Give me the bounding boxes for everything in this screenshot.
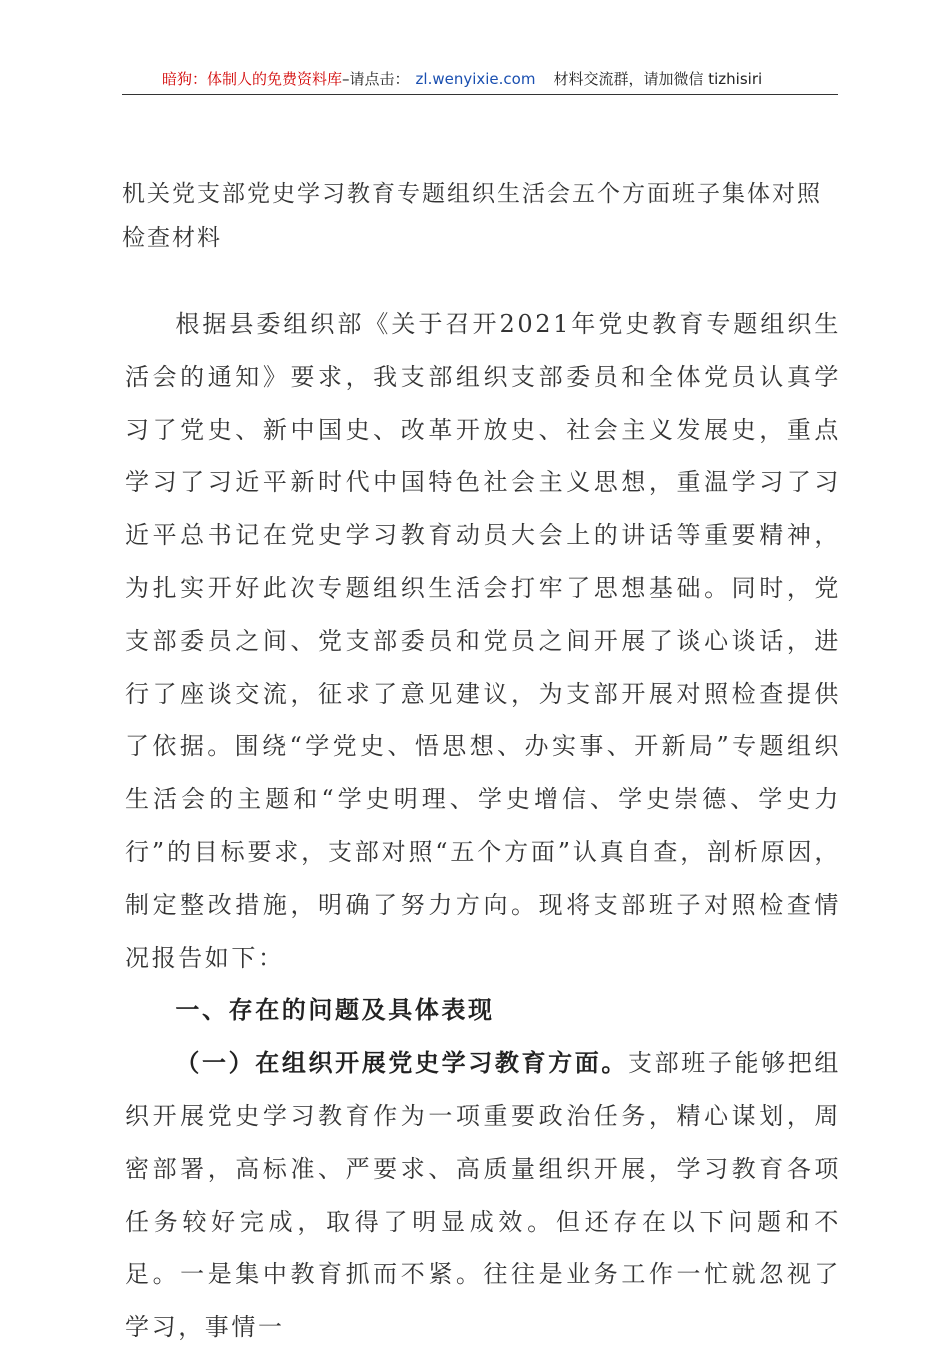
header-url-link[interactable]: zl.wenyixie.com [415, 70, 536, 88]
header-banner: 暗狗：体制人的免费资料库 [162, 70, 343, 88]
header-wechat-note: 材料交流群，请加微信 tizhisiri [553, 70, 763, 88]
subsection-text: 支部班子能够把组织开展党史学习教育作为一项重要政治任务，精心谋划，周密部署，高标准、严要求、高质量组织开展，学习教育各项任务较好完成，取得了明显成效。但还存在以下问题和不足。一是集中教育抓而不紧。往往是业务工作一忙就忽视了学习，事情一 [125, 1049, 841, 1342]
section-heading: 一、存在的问题及具体表现 [175, 996, 495, 1025]
subsection-heading: （一）在组织开展党史学习教育方面。 [175, 1049, 629, 1078]
header-click-label: –请点击： [342, 70, 410, 88]
intro-paragraph: 根据县委组织部《关于召开2021年党史教育专题组织生活会的通知》要求，我支部组织支部委员和全体党员认真学习了党史、新中国史、改革开放史、社会主义发展史，重点学习了习近平新时代中国特色社会主义思想，重温学习了习近平总书记在党史学习教育动员大会上的讲话等重要精神，为扎实开好此次专题组织生活会打牢了思想基础。同时，党支部委员之间、党支部委员和党员之间开展了谈心谈话，进行了座谈交流，征求了意见建议，为支部开展对照检查提供了依据。围绕“学党史、悟思想、办实事、开新局”专题组织生活会的主题和“学史明理、学史增信、学史崇德、学史力行”的目标要求，支部对照“五个方面”认真自查，剖析原因，制定整改措施，明确了努力方向。现将支部班子对照检查情况报告如下： [125, 310, 841, 972]
document-body [125, 298, 841, 1354]
document-title: 机关党支部党史学习教育专题组织生活会五个方面班子集体对照检查材料 [122, 181, 822, 251]
subsection-paragraph [125, 1037, 841, 1354]
page-header [122, 68, 838, 95]
